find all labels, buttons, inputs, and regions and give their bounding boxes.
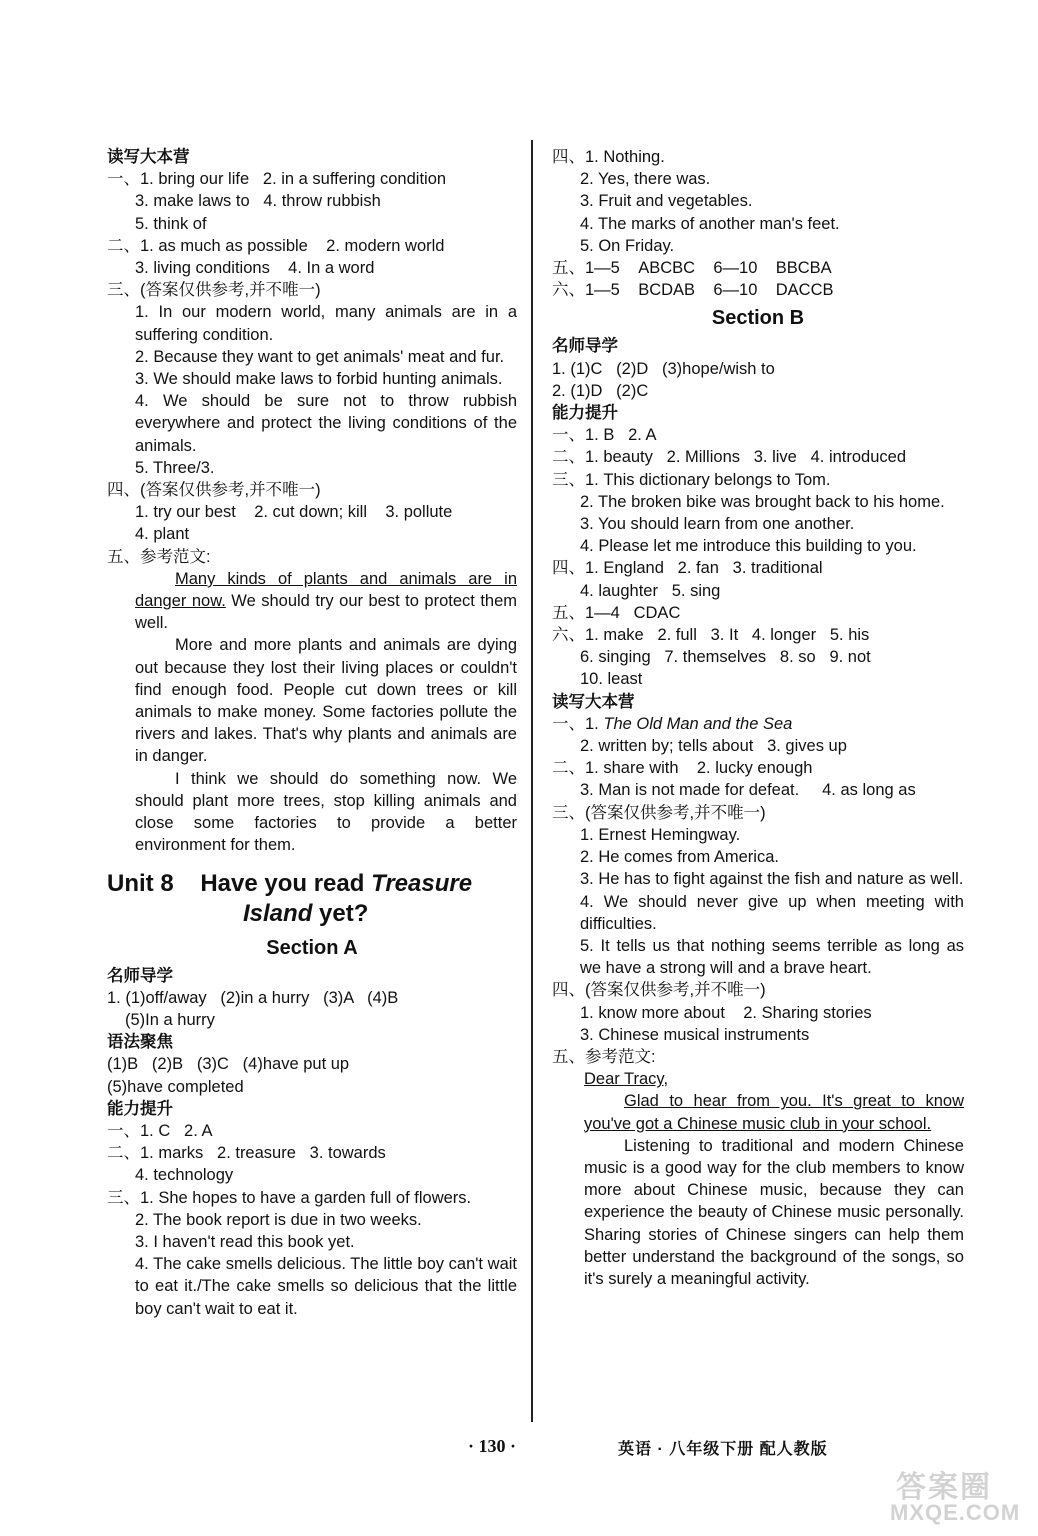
answer-line: 10. least (580, 670, 643, 689)
section-heading: 语法聚焦 (107, 1033, 173, 1052)
answer-line: 三、1. This dictionary belongs to Tom. (552, 470, 831, 489)
answer-line: 五、参考范文: (552, 1047, 656, 1066)
left-column (107, 146, 517, 1320)
section-heading: 能力提升 (552, 404, 618, 423)
answer-line: 一、1. The Old Man and the Sea (552, 714, 793, 733)
section-heading: 读写大本营 (107, 148, 190, 166)
answer-line: 4. technology (135, 1166, 234, 1185)
answer-line: 3. I haven't read this book yet. (135, 1232, 355, 1251)
answer-line: 六、1—5 BCDAB 6—10 DACCB (552, 281, 834, 300)
answer-line: 3. living conditions 4. In a word (135, 259, 375, 278)
unit-title: Unit 8 Have you read Treasure Island yet? (107, 869, 473, 927)
answer-line: 一、1. bring our life 2. in a suffering condition (107, 170, 447, 189)
answer-line: 3. You should learn from one another. (580, 515, 855, 534)
essay-underlined-sentence: Many kinds of plants and animals are in danger now. (135, 569, 517, 611)
answer-line: 2. The broken bike was brought back to his home. (580, 492, 945, 511)
answer-line: 一、1. C 2. A (107, 1121, 213, 1140)
answer-line: 三、(答案仅供参考,并不唯一) (552, 803, 766, 822)
page-number: · 130 · (468, 1436, 517, 1456)
sample-essay (107, 568, 517, 857)
answer-line: 3. Chinese musical instruments (580, 1025, 810, 1044)
answer-line: 二、1. share with 2. lucky enough (552, 759, 813, 778)
section-heading: 名师导学 (107, 966, 173, 985)
essay-underlined-sentence: Glad to hear from you. It's great to know you've got a Chinese music club in your school. (584, 1092, 964, 1133)
answer-line: 2. He comes from America. (580, 848, 779, 867)
answer-line: 6. singing 7. themselves 8. so 9. not (580, 648, 871, 667)
answer-line: 四、(答案仅供参考,并不唯一) (552, 981, 766, 1000)
answer-line: 五、1—5 ABCBC 6—10 BBCBA (552, 259, 832, 278)
book-title: The Old Man and the Sea (603, 714, 793, 733)
sample-letter (552, 1068, 964, 1290)
section-heading: 读写大本营 (552, 692, 635, 711)
answer-line: 五、参考范文: (107, 547, 211, 566)
answer-line: 1. (1)off/away (2)in a hurry (3)A (4)B (107, 988, 399, 1007)
answer-line: 五、1—4 CDAC (552, 603, 681, 622)
answer-line: 5. think of (135, 214, 207, 233)
answer-line: 1. try our best 2. cut down; kill 3. pollute (135, 503, 453, 522)
answer-line: 1. (1)C (2)D (3)hope/wish to (552, 359, 775, 378)
right-column (552, 146, 964, 1290)
answer-line: 一、1. B 2. A (552, 426, 657, 445)
answer-line: 四、1. England 2. fan 3. traditional (552, 559, 823, 578)
answer-line: 1. In our modern world, many animals are in a suffering condition. (135, 303, 517, 344)
answer-line: 4. laughter 5. sing (580, 581, 721, 600)
answer-line: 4. We should be sure not to throw rubbish everywhere and protect the living conditions of the animals. (135, 392, 517, 455)
answer-line: 3. make laws to 4. throw rubbish (135, 192, 381, 211)
answer-line: 四、(答案仅供参考,并不唯一) (107, 481, 321, 500)
answer-line: 六、1. make 2. full 3. It 4. longer 5. his (552, 626, 870, 645)
essay-paragraph: Listening to traditional and modern Chinese music is a good way for the club members to know more about Chinese music, because they can experience the beauty of Chinese music personally. Sharing stories of Chinese singers can help them better understand the background of the songs, so it's surely a meaningful activity. (584, 1136, 964, 1288)
answer-line: 3. We should make laws to forbid hunting animals. (135, 370, 503, 389)
answer-line: 4. plant (135, 525, 190, 544)
section-title: Section A (266, 936, 358, 959)
answer-line: 2. (1)D (2)C (552, 381, 649, 400)
book-info: 英语 · 八年级下册 配人教版 (618, 1441, 828, 1458)
column-divider (531, 140, 533, 1422)
essay-paragraph: More and more plants and animals are dying out because they lost their living places or couldn't find enough food. People cut down trees or kill animals to make money. Some factories pollute the rivers and lakes. That's why plants and animals are in danger. (135, 636, 517, 766)
answer-line: 二、1. marks 2. treasure 3. towards (107, 1144, 386, 1163)
answer-line: 三、1. She hopes to have a garden full of flowers. (107, 1188, 472, 1207)
answer-line: 1. know more about 2. Sharing stories (580, 1003, 872, 1022)
answer-line: (5)have completed (107, 1077, 244, 1096)
answer-line: 2. Because they want to get animals' meat and fur. (135, 347, 505, 366)
essay-text: We should try our best to protect them well. (135, 592, 518, 633)
answer-line: 2. written by; tells about 3. gives up (580, 737, 847, 756)
answer-line: 3. Man is not made for defeat. 4. as long as (580, 781, 916, 800)
watermark-logo (882, 1460, 1030, 1528)
answer-line: 3. He has to fight against the fish and nature as well. (580, 870, 964, 889)
answer-line: 4. The marks of another man's feet. (580, 214, 840, 233)
watermark-text: MXQE.COM (890, 1500, 1021, 1525)
answer-line: (1)B (2)B (3)C (4)have put up (107, 1055, 350, 1074)
section-heading: 能力提升 (107, 1099, 173, 1118)
answer-line: 1. Ernest Hemingway. (580, 825, 741, 844)
answer-line: 三、(答案仅供参考,并不唯一) (107, 281, 321, 300)
answer-line: 二、1. beauty 2. Millions 3. live 4. introduced (552, 448, 907, 467)
answer-line: 5. Three/3. (135, 458, 215, 477)
answer-line: (5)In a hurry (125, 1010, 215, 1029)
section-heading: 名师导学 (552, 337, 618, 356)
answer-line: 4. Please let me introduce this building to you. (580, 537, 917, 556)
answer-line: 5. On Friday. (580, 236, 675, 255)
answer-line: 2. The book report is due in two weeks. (135, 1210, 422, 1229)
answer-line: 四、1. Nothing. (552, 148, 665, 166)
answer-line: 5. It tells us that nothing seems terrible as long as we have a strong will and a brave heart. (580, 936, 964, 978)
answer-line: 2. Yes, there was. (580, 170, 711, 189)
essay-paragraph: I think we should do something now. We should plant more trees, stop killing animals and close some factories to provide a better environment for them. (135, 769, 517, 855)
answer-line: 4. We should never give up when meeting with difficulties. (580, 892, 964, 933)
answer-line: 二、1. as much as possible 2. modern world (107, 236, 445, 255)
letter-greeting: Dear Tracy, (584, 1070, 669, 1089)
section-title: Section B (711, 307, 805, 330)
answer-line: 3. Fruit and vegetables. (580, 192, 753, 211)
watermark-text: 答案圈 (896, 1471, 992, 1504)
answer-line: 4. The cake smells delicious. The little boy can't wait to eat it./The cake smells so delicious that the little boy can't wait to eat it. (135, 1255, 517, 1318)
